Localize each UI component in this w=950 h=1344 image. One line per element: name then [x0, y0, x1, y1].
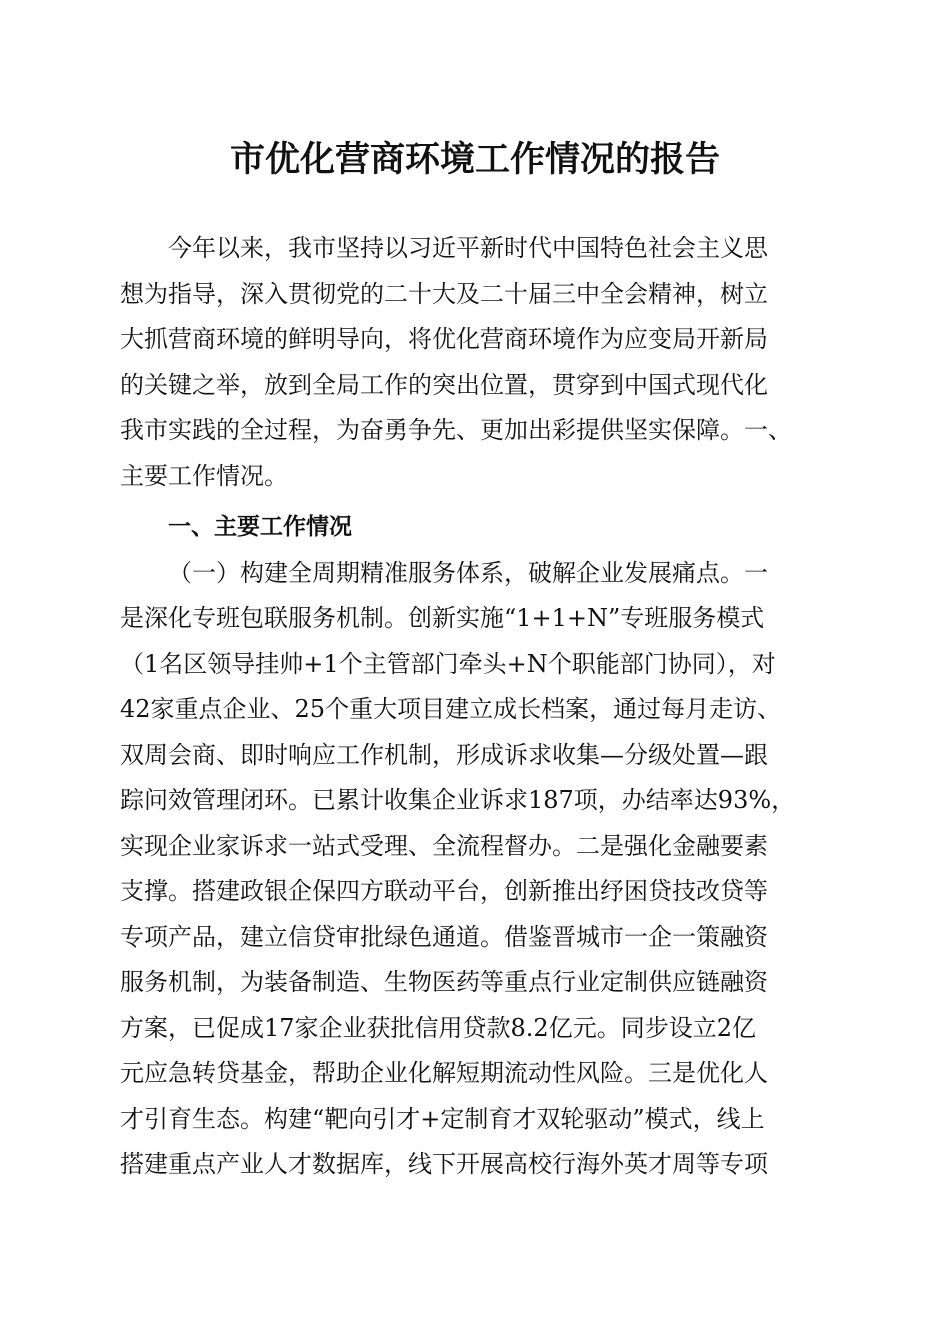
paragraph-line: 服务机制，为装备制造、生物医药等重点行业定制供应链融资	[120, 968, 768, 996]
paragraph-line: 42家重点企业、25个重大项目建立成长档案，通过每月走访、	[120, 695, 782, 723]
paragraph-line: 主要工作情况。	[120, 461, 288, 490]
paragraph-line: 是深化专班包联服务机制。创新实施“1+1+N”专班服务模式	[120, 604, 765, 632]
paragraph-line: 搭建重点产业人才数据库，线下开展高校行海外英才周等专项	[120, 1150, 768, 1178]
paragraph-line: 支撑。搭建政银企保四方联动平台，创新推出纾困贷技改贷等	[120, 877, 768, 905]
paragraph-line: 双周会商、即时响应工作机制，形成诉求收集—分级处置—跟	[120, 740, 768, 769]
paragraph-line: 大抓营商环境的鲜明导向，将优化营商环境作为应变局开新局	[120, 325, 768, 353]
paragraph-line: （一）构建全周期精准服务体系，破解企业发展痛点。一	[168, 558, 768, 587]
paragraph-line: 专项产品，建立信贷审批绿色通道。借鉴晋城市一企一策融资	[120, 922, 768, 951]
paragraph-line: 想为指导，深入贯彻党的二十大及二十届三中全会精神，树立	[120, 279, 768, 308]
document-body	[120, 226, 830, 1188]
paragraph-line: 今年以来，我市坚持以习近平新时代中国特色社会主义思	[168, 234, 768, 262]
paragraph-line: 元应急转贷基金，帮助企业化解短期流动性风险。三是优化人	[120, 1059, 768, 1087]
paragraph-line: 方案，已促成17家企业获批信用贷款8.2亿元。同步设立2亿	[120, 1013, 756, 1042]
paragraph-line: 踪问效管理闭环。已累计收集企业诉求187项，办结率达93%，	[120, 786, 796, 814]
document-title: 市优化营商环境工作情况的报告	[229, 139, 720, 180]
paragraph-line: （1名区领导挂帅+1个主管部门牵头+N个职能部门协同），对	[120, 649, 776, 678]
paragraph-line: 才引育生态。构建“靶向引才+定制育才双轮驱动”模式，线上	[120, 1104, 765, 1133]
section-heading: 一、主要工作情况	[168, 514, 352, 540]
paragraph-line: 实现企业家诉求一站式受理、全流程督办。二是强化金融要素	[120, 831, 768, 860]
paragraph-line: 的关键之举，放到全局工作的突出位置，贯穿到中国式现代化	[120, 370, 768, 399]
paragraph-line: 我市实践的全过程，为奋勇争先、更加出彩提供坚实保障。一、	[120, 416, 792, 444]
